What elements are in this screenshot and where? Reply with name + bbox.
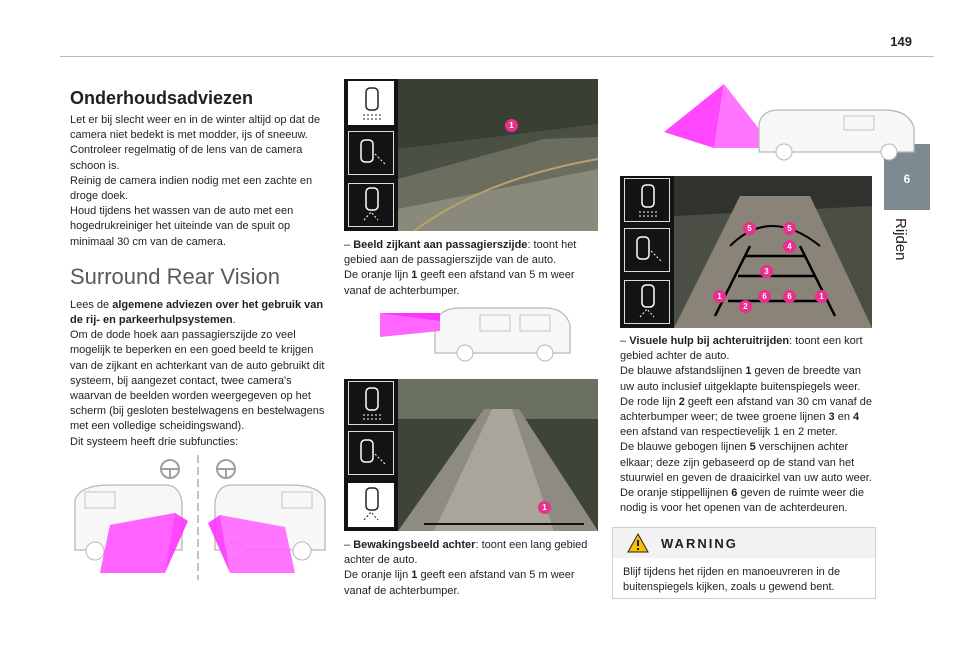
text: De rode lijn bbox=[620, 395, 679, 408]
marker-5: 5 bbox=[783, 222, 796, 235]
steering-wheel-icon bbox=[217, 460, 235, 478]
top-view-icon[interactable] bbox=[348, 81, 394, 125]
camera-screen-rear bbox=[344, 379, 598, 531]
paragraph bbox=[344, 568, 598, 598]
ref-number: 1 bbox=[411, 269, 418, 282]
steering-wheel-icon bbox=[161, 460, 179, 478]
ref-number: 5 bbox=[749, 441, 756, 454]
paragraph bbox=[620, 486, 878, 516]
text: geven de breedte van uw auto inclusief uitgeklapte buitenspiegels weer. bbox=[620, 365, 861, 393]
text: geven de ruimte weer die nodig is voor het openen van de achterdeuren. bbox=[620, 487, 864, 515]
text: en bbox=[834, 411, 853, 424]
header-rule bbox=[60, 56, 934, 57]
paragraph bbox=[620, 440, 878, 486]
marker-3: 3 bbox=[760, 265, 773, 278]
warning-triangle-icon bbox=[627, 533, 649, 553]
ref-number: 4 bbox=[853, 411, 860, 424]
marker-1: 1 bbox=[538, 501, 551, 514]
marker-6: 6 bbox=[783, 290, 796, 303]
left-column bbox=[70, 87, 332, 450]
ref-number: 6 bbox=[731, 487, 738, 500]
marker-5: 5 bbox=[743, 222, 756, 235]
warning-box bbox=[612, 527, 876, 599]
view-selector[interactable] bbox=[344, 79, 398, 231]
intro-paragraph bbox=[70, 298, 332, 328]
rear-view-icon[interactable] bbox=[348, 483, 394, 527]
dash: – bbox=[620, 335, 630, 347]
ref-number: 2 bbox=[678, 395, 685, 408]
intro-suffix: . bbox=[232, 314, 236, 327]
top-view-icon[interactable] bbox=[624, 178, 670, 222]
side-view-icon[interactable] bbox=[348, 431, 394, 475]
paragraph bbox=[620, 364, 878, 394]
text: De oranje stippellijnen bbox=[620, 487, 732, 500]
text: De blauwe afstandslijnen bbox=[620, 365, 746, 378]
warning-text: Blijf tijdens het rijden en manoeuvreren in de buitenspiegels kijken, zoals u gewend bent. bbox=[623, 566, 841, 593]
item-title: Visuele hulp bij achteruitrijden bbox=[629, 335, 790, 347]
middle-text-2 bbox=[344, 538, 598, 599]
side-view-icon[interactable] bbox=[624, 228, 670, 272]
list-item bbox=[620, 334, 878, 364]
right-text bbox=[620, 334, 878, 516]
camera-screen-reverse bbox=[620, 176, 872, 328]
chapter-name: Rijden bbox=[892, 218, 909, 261]
warning-header bbox=[613, 528, 875, 558]
two-van-illustration bbox=[70, 455, 330, 585]
marker-1: 1 bbox=[713, 290, 726, 303]
side-view-icon[interactable] bbox=[348, 131, 394, 175]
dash: – bbox=[344, 539, 354, 551]
list-item bbox=[344, 238, 598, 268]
paragraph: Reinig de camera indien nodig met een zachte en droge doek. bbox=[70, 174, 313, 203]
item-text: : toont een lang gebied achter de auto. bbox=[344, 539, 588, 567]
warning-title: WARNING bbox=[661, 536, 738, 551]
dash: – bbox=[344, 239, 354, 251]
item-title: Beeld zijkant aan passagierszijde bbox=[353, 239, 528, 251]
middle-text-1 bbox=[344, 238, 598, 299]
text: geeft een afstand van 5 m weer vanaf de achterbumper. bbox=[344, 269, 575, 297]
view-selector[interactable] bbox=[620, 176, 674, 328]
section-title-surround: Surround Rear Vision bbox=[70, 263, 280, 289]
camera-screen-side bbox=[344, 79, 598, 231]
view-selector[interactable] bbox=[344, 379, 398, 531]
item-text: : toont het gebied aan de passagierszijde van de auto. bbox=[344, 239, 577, 267]
ref-number: 3 bbox=[828, 411, 835, 424]
marker-4: 4 bbox=[783, 240, 796, 253]
marker-6: 6 bbox=[758, 290, 771, 303]
paragraph: Controleer regelmatig of de lens van de camera schoon is. bbox=[70, 144, 303, 172]
text: verschijnen achter elkaar; deze zijn gebaseerd op de stand van het stuurwiel en geven de draaicirkel van uw auto weer. bbox=[620, 441, 872, 484]
paragraph bbox=[620, 395, 878, 441]
ref-number: 1 bbox=[745, 365, 752, 378]
text: geeft een afstand van 5 m weer vanaf de achterbumper. bbox=[344, 569, 575, 597]
marker-1: 1 bbox=[815, 290, 828, 303]
reverse-cone-van-illustration bbox=[664, 82, 916, 162]
text: een afstand van respectievelijk 1 en 2 meter. bbox=[620, 426, 838, 439]
rear-view-van-illustration bbox=[380, 303, 575, 363]
rear-view-icon[interactable] bbox=[624, 280, 670, 324]
text: De blauwe gebogen lijnen bbox=[620, 441, 750, 454]
intro-link-text: algemene adviezen over het gebruik van de rij- en parkeerhulpsystemen bbox=[70, 298, 324, 327]
marker-2: 2 bbox=[739, 300, 752, 313]
item-title: Bewakingsbeeld achter bbox=[353, 539, 476, 551]
paragraph: Om de dode hoek aan passagierszijde zo veel mogelijk te beperken en een goed beeld te krijgen van de zijkant en achterkant van de auto gebruikt dit systeem, bij aangezet contact, twee camera's waarvan de beelden worden weergegeven op het scherm (bij gesloten bestelwagens en bestelwagens met een volledige scheidingswand). bbox=[70, 329, 325, 433]
rear-view-icon[interactable] bbox=[348, 183, 394, 227]
page-number: 149 bbox=[890, 34, 912, 49]
chapter-tab[interactable]: 6 bbox=[884, 144, 930, 210]
text: geeft een afstand van 30 cm vanaf de achterbumper weer; de twee groene lijnen bbox=[620, 395, 872, 424]
paragraph: Houd tijdens het wassen van de auto met een hogedrukreiniger het uiteinde van de spuit op minimaal 30 cm van de camera. bbox=[70, 205, 294, 248]
paragraph: Let er bij slecht weer en in de winter altijd op dat de camera niet bedekt is met modder, ijs of sneeuw. bbox=[70, 114, 321, 142]
intro-prefix: Lees de bbox=[70, 298, 113, 311]
text: De oranje lijn bbox=[344, 269, 412, 282]
list-item bbox=[344, 538, 598, 568]
item-text: : toont een kort gebied achter de auto. bbox=[620, 335, 863, 363]
section-title-maintenance: Onderhoudsadviezen bbox=[70, 88, 254, 108]
text: De oranje lijn bbox=[344, 569, 412, 582]
paragraph: Dit systeem heeft drie subfuncties: bbox=[70, 435, 239, 448]
top-view-icon[interactable] bbox=[348, 381, 394, 425]
ref-number: 1 bbox=[411, 569, 418, 582]
paragraph bbox=[344, 268, 598, 298]
marker-1: 1 bbox=[505, 119, 518, 132]
